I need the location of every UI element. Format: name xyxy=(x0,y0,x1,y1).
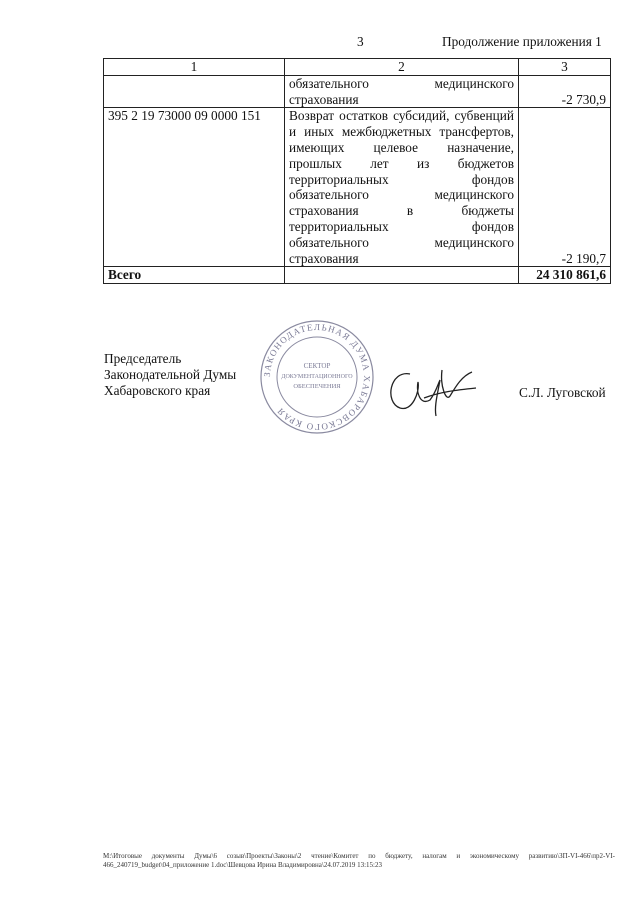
total-empty-cell xyxy=(285,267,519,284)
row-description: Возврат остатков субсидий, субвенций и иных межбюджетных трансфертов, имеющих целевое назначение, прошлых лет из бюджетов территориальных фондов обязательного медицинского страхования в бюджеты территориальных фондов обязательного медицинского страхования xyxy=(285,108,519,267)
row-description: обязательного медицинского страхования xyxy=(285,75,519,108)
file-path-footer: M:\Итоговые документы Думы\6 созыв\Проекты\Законы\2 чтение\Комитет по бюджету, налогам и экономическому развитию\ЗП-VI-466\пр2-VI-466_240719_budget\04_приложение 1.doc\Шевцова Ирина Владимировна\24.07.2019 13:15:23 xyxy=(103,852,615,869)
total-row xyxy=(104,267,611,284)
handwritten-signature xyxy=(380,362,480,426)
total-amount: 24 310 861,6 xyxy=(519,267,611,284)
stamp-outer-text: ЗАКОНОДАТЕЛЬНАЯ ДУМА ХАБАРОВСКОГО КРАЯ xyxy=(261,321,373,433)
total-label: Всего xyxy=(104,267,285,284)
table-header-row xyxy=(104,59,611,76)
table-row xyxy=(104,75,611,108)
column-header: 1 xyxy=(104,59,285,76)
column-header: 2 xyxy=(285,59,519,76)
column-header: 3 xyxy=(519,59,611,76)
official-stamp xyxy=(258,318,376,440)
title-line: Законодательной Думы xyxy=(104,367,237,382)
title-line: Председатель xyxy=(104,351,182,366)
stamp-inner-text: ОБЕСПЕЧЕНИЯ xyxy=(293,383,341,390)
stamp-inner-text: СЕКТОР xyxy=(303,362,331,370)
stamp-inner-text: ДОКУМЕНТАЦИОННОГО xyxy=(281,374,353,380)
budget-table xyxy=(103,58,611,284)
row-amount: -2 190,7 xyxy=(519,108,611,267)
signatory-title xyxy=(104,351,236,399)
page-number: 3 xyxy=(357,34,364,49)
continuation-label: Продолжение приложения 1 xyxy=(442,34,602,49)
row-amount: -2 730,9 xyxy=(519,75,611,108)
row-code xyxy=(104,75,285,108)
title-line: Хабаровского края xyxy=(104,383,211,398)
signatory-name: С.Л. Луговской xyxy=(519,385,606,400)
table-row xyxy=(104,108,611,267)
row-code: 395 2 19 73000 09 0000 151 xyxy=(104,108,285,267)
